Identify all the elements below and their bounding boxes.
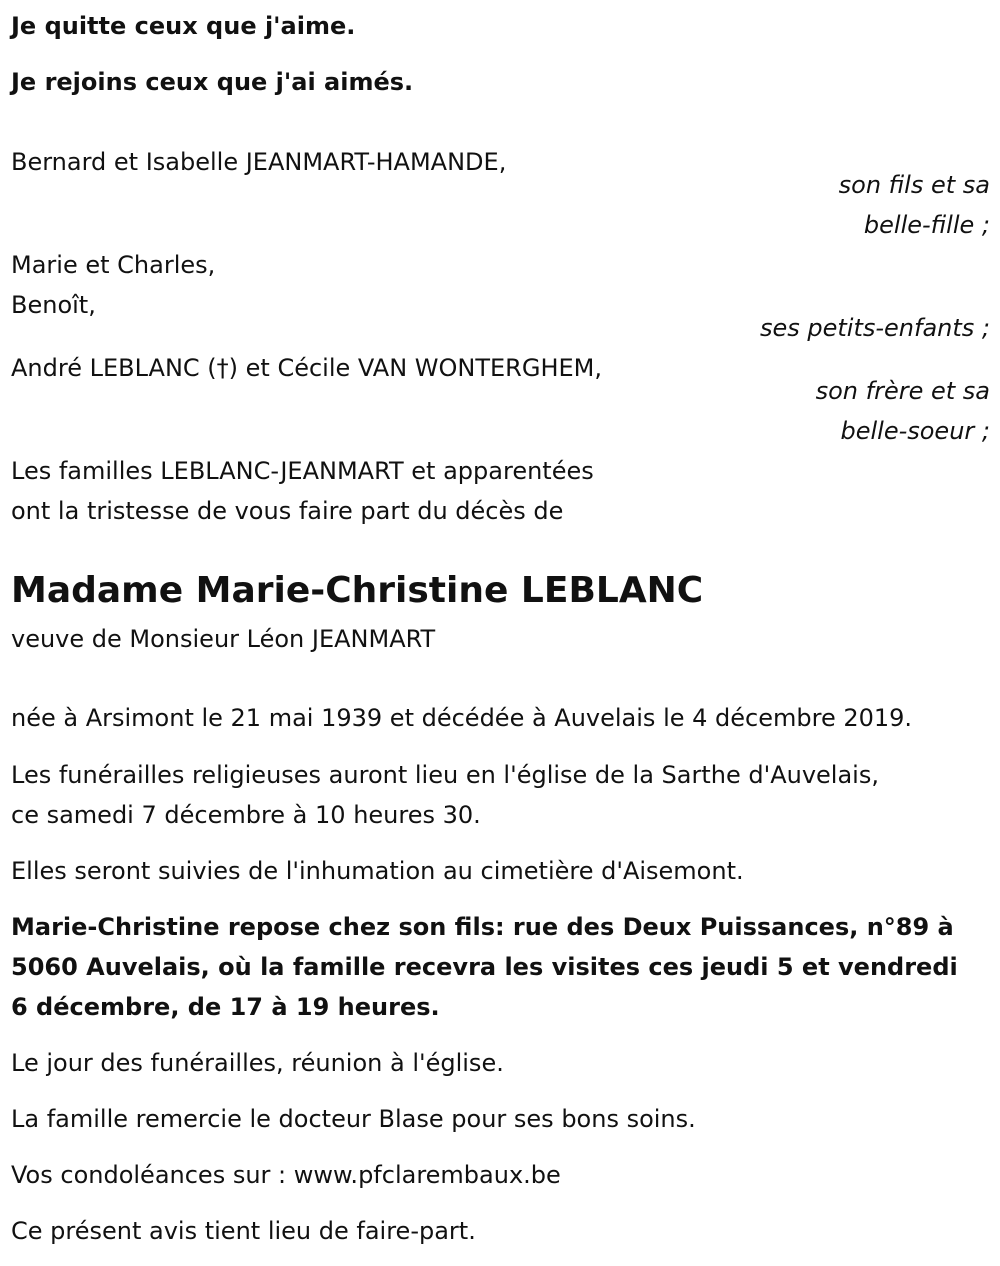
- epigraph-line-1: Je quitte ceux que j'aime.: [11, 12, 356, 40]
- epigraph-line-2: Je rejoins ceux que j'ai aimés.: [11, 68, 414, 96]
- grandchildren-name-2: Benoît,: [11, 291, 96, 319]
- funeral-line-2: ce samedi 7 décembre à 10 heures 30.: [11, 801, 481, 829]
- grandchildren-name-1: Marie et Charles,: [11, 251, 216, 279]
- announcement-line-2: ont la tristesse de vous faire part du décès de: [11, 497, 564, 525]
- visit-line-1: Marie-Christine repose chez son fils: rue des Deux Puissances, n°89 à: [11, 913, 954, 941]
- condolences-info: Vos condoléances sur : www.pfclarembaux.be: [11, 1161, 561, 1189]
- grandchildren-relation: ses petits-enfants ;: [759, 314, 990, 342]
- deceased-dates: née à Arsimont le 21 mai 1939 et décédée à Auvelais le 4 décembre 2019.: [11, 704, 913, 732]
- thanks-info: La famille remercie le docteur Blase pour ses bons soins.: [11, 1105, 696, 1133]
- visit-line-3: 6 décembre, de 17 à 19 heures.: [11, 993, 440, 1021]
- family-brother-names: André LEBLANC (†) et Cécile VAN WONTERGHEM,: [11, 354, 602, 382]
- notice-info: Ce présent avis tient lieu de faire-part.: [11, 1217, 476, 1245]
- family-brother-relation-2: belle-soeur ;: [840, 417, 990, 445]
- visit-line-2: 5060 Auvelais, où la famille recevra les visites ces jeudi 5 et vendredi: [11, 953, 958, 981]
- deceased-subtitle: veuve de Monsieur Léon JEANMART: [11, 625, 436, 653]
- family-son-relation-1: son fils et sa: [838, 171, 990, 199]
- meeting-info: Le jour des funérailles, réunion à l'église.: [11, 1049, 504, 1077]
- family-son-relation-2: belle-fille ;: [863, 211, 990, 239]
- family-son-names: Bernard et Isabelle JEANMART-HAMANDE,: [11, 148, 507, 176]
- announcement-line-1: Les familles LEBLANC-JEANMART et apparentées: [11, 457, 594, 485]
- deceased-name: Madame Marie-Christine LEBLANC: [11, 570, 704, 611]
- burial-info: Elles seront suivies de l'inhumation au cimetière d'Aisemont.: [11, 857, 744, 885]
- funeral-line-1: Les funérailles religieuses auront lieu en l'église de la Sarthe d'Auvelais,: [11, 761, 879, 789]
- family-brother-relation-1: son frère et sa: [815, 377, 990, 405]
